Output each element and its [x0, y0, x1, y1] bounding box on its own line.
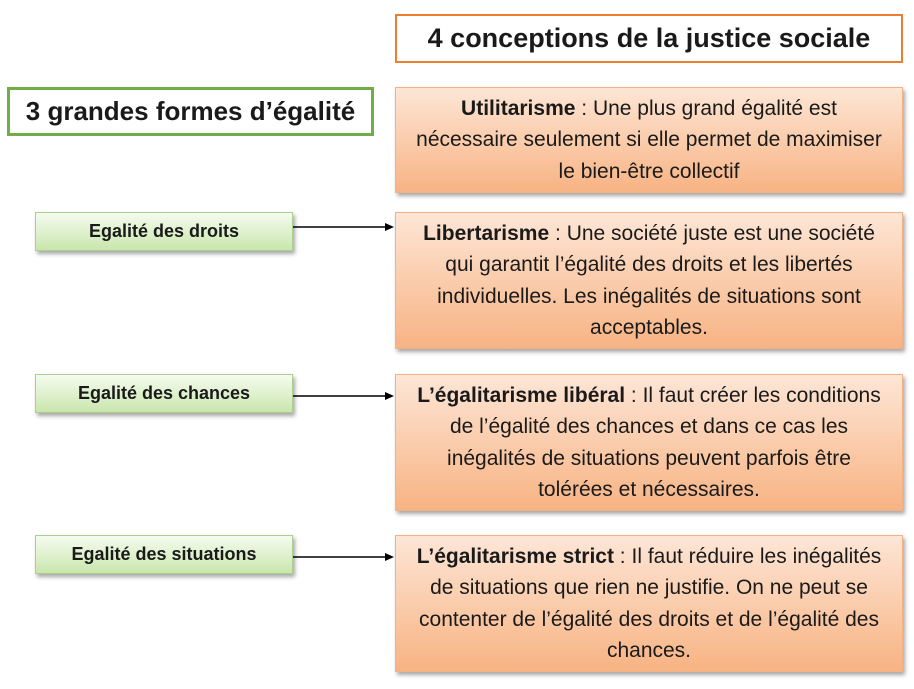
egalite-box-situations: [35, 535, 293, 574]
conception-separator: :: [575, 96, 593, 120]
arrow-situations-to-egalitarisme-strict: [293, 550, 395, 564]
conception-description: Il faut réduire les inégalités de situations que rien ne justifie. On ne peut se contenter de l’égalité des droits et de l’égalité des chances.: [419, 544, 882, 662]
conception-box-egalitarisme-strict: [395, 535, 903, 672]
conception-description: Une plus grand égalité est nécessaire seulement si elle permet de maximiser le bien-être collectif: [416, 96, 882, 183]
conception-name: Libertarisme: [423, 221, 550, 245]
egalite-box-chances: [35, 374, 293, 413]
conception-description: Une société juste est une société qui garantit l’égalité des droits et les libertés individuelles. Les inégalités de situations sont acceptables.: [437, 221, 875, 339]
egalite-title-text: 3 grandes formes d’égalité: [25, 96, 356, 126]
conception-box-utilitarisme: [395, 87, 903, 193]
conception-description: Il faut créer les conditions de l’égalité des chances et dans ce cas les inégalités de situations peuvent parfois être tolérées et nécessaires.: [447, 383, 881, 501]
conception-separator: :: [549, 221, 567, 245]
egalite-label: Egalité des situations: [71, 544, 257, 564]
conceptions-title: [395, 14, 903, 63]
conception-name: L’égalitarisme strict: [416, 544, 614, 568]
conception-separator: :: [625, 383, 643, 407]
egalite-label: Egalité des droits: [88, 221, 240, 241]
conception-text: [408, 218, 890, 344]
egalite-box-droits: [35, 212, 293, 251]
egalite-title: [7, 87, 374, 136]
conception-separator: :: [613, 544, 632, 568]
conceptions-title-text: 4 conceptions de la justice sociale: [427, 23, 871, 53]
arrow-droits-to-libertarisme: [293, 220, 395, 234]
conception-box-libertarisme: [395, 212, 903, 349]
arrow-chances-to-egalitarisme-liberal: [293, 389, 395, 403]
conception-name: L’égalitarisme libéral: [417, 383, 626, 407]
conception-text: [408, 380, 890, 506]
conception-text: [408, 541, 890, 667]
conception-text: [408, 93, 890, 188]
conception-box-egalitarisme-liberal: [395, 374, 903, 511]
egalite-label: Egalité des chances: [77, 383, 251, 403]
conception-name: Utilitarisme: [461, 96, 576, 120]
